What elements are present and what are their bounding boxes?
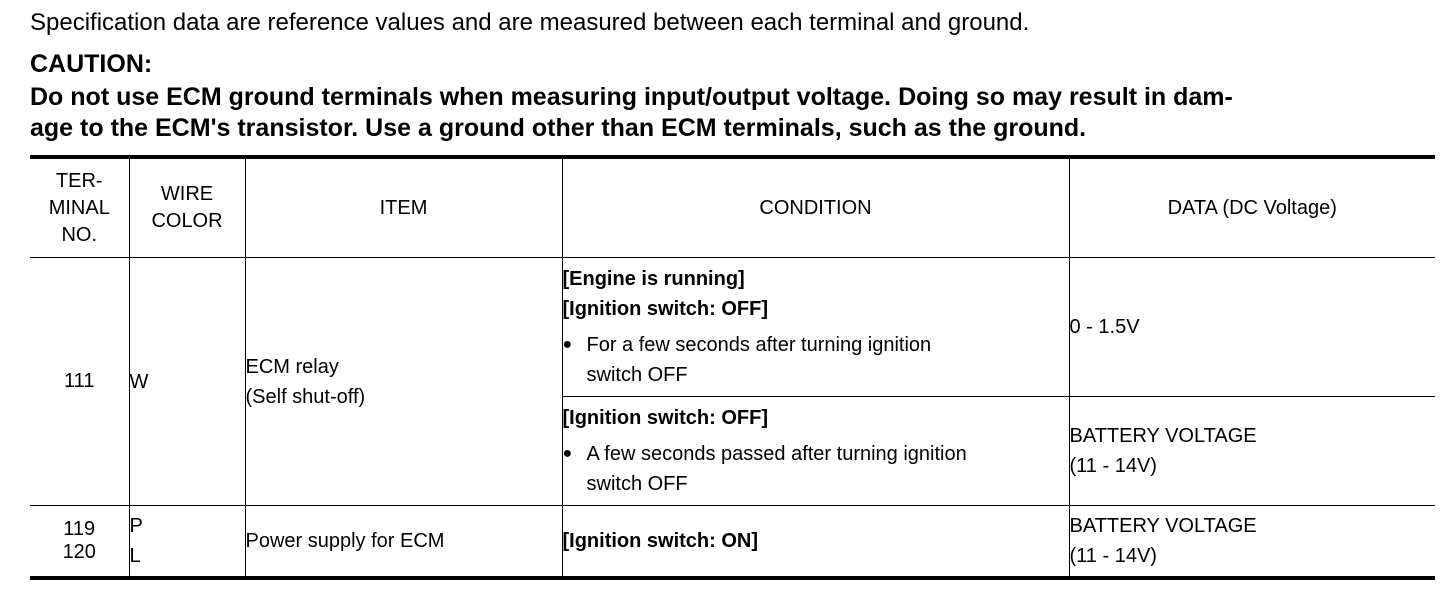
header-condition: CONDITION (562, 157, 1069, 258)
ecm-spec-table (30, 155, 1435, 580)
caution-title: CAUTION: (30, 50, 153, 78)
caution-text (30, 82, 1440, 144)
wire-color-cell: W (129, 258, 245, 506)
condition-cell: [Ignition switch: OFF] ● A few seconds passed after turning ignition switch OFF (562, 397, 1069, 506)
item-cell: Power supply for ECM (245, 506, 562, 579)
header-wire-color: WIRE COLOR (129, 157, 245, 258)
wire-color-cell: P L (129, 506, 245, 579)
condition-cell: [Ignition switch: ON] (562, 506, 1069, 579)
header-data: DATA (DC Voltage) (1069, 157, 1435, 258)
data-cell: BATTERY VOLTAGE (11 - 14V) (1069, 506, 1435, 579)
header-item: ITEM (245, 157, 562, 258)
header-terminal-no: TER- MINAL NO. (30, 157, 129, 258)
terminal-cell: 111 (30, 258, 129, 506)
caution-line-1: Do not use ECM ground terminals when measuring input/output voltage. Doing so may result in dam- (30, 83, 1233, 111)
table-header-row (30, 157, 1435, 258)
data-cell: 0 - 1.5V (1069, 258, 1435, 397)
terminal-cell: 119 120 (30, 506, 129, 579)
table-row (30, 506, 1435, 579)
condition-bullet: ● For a few seconds after turning ignition switch OFF (563, 330, 1069, 390)
data-cell: BATTERY VOLTAGE (11 - 14V) (1069, 397, 1435, 506)
item-cell: ECM relay (Self shut-off) (245, 258, 562, 506)
condition-bullet: ● A few seconds passed after turning ignition switch OFF (563, 439, 1069, 499)
caution-line-2: age to the ECM's transistor. Use a ground other than ECM terminals, such as the ground. (30, 114, 1087, 142)
bullet-icon: ● (562, 445, 573, 462)
condition-cell: [Engine is running] [Ignition switch: OFF] ● For a few seconds after turning ignition switch OFF (562, 258, 1069, 397)
bullet-icon: ● (562, 336, 573, 353)
intro-text: Specification data are reference values and are measured between each terminal and ground. (30, 9, 1030, 36)
table-row (30, 258, 1435, 397)
